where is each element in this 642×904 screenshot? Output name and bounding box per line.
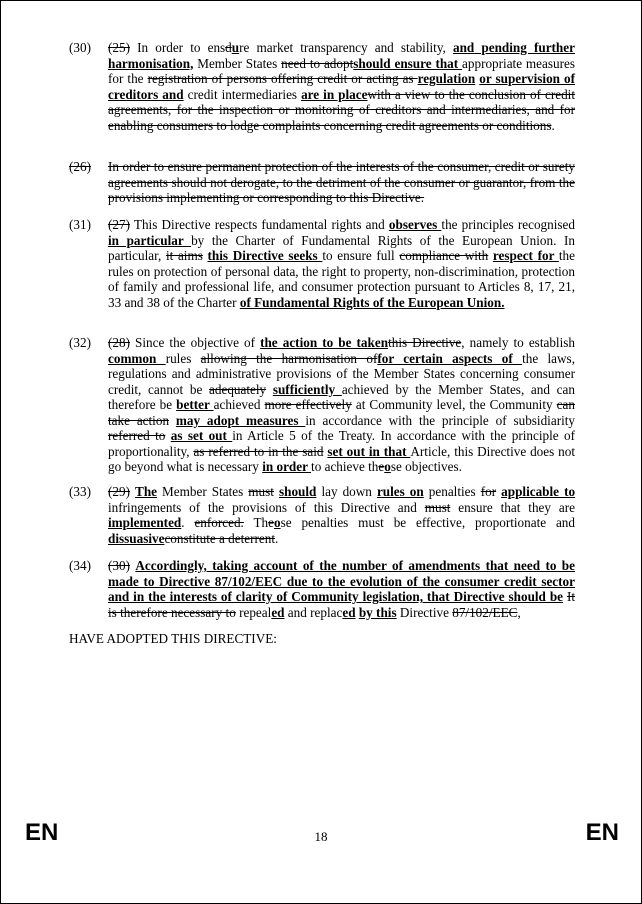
text-run: Directive <box>396 604 453 620</box>
text-run: achieved by the Member States, and can therefore be <box>108 381 575 412</box>
page-number: 18 <box>314 829 328 844</box>
inserted-text: the action to be taken <box>260 335 389 350</box>
text-run: , <box>517 604 521 620</box>
text-run: Member States <box>157 484 249 499</box>
text-run: se penalties must be effective, proportionate and <box>280 515 575 530</box>
deleted-text: allowing the harmonisation of <box>200 350 378 366</box>
inserted-text: in particular <box>108 232 192 248</box>
inserted-text: by this <box>358 604 397 620</box>
deleted-text: (29) <box>108 484 130 499</box>
text-run: repeal <box>235 604 272 620</box>
text-run <box>266 382 273 397</box>
deleted-text: compliance with <box>399 248 489 263</box>
inserted-text: applicable to <box>501 484 576 499</box>
inserted-text: sufficiently <box>272 381 342 397</box>
text-run: This Directive respects fundamental rights and <box>129 217 389 232</box>
text-run <box>169 413 176 428</box>
deleted-text: for <box>480 484 497 499</box>
inserted-text: implemented <box>108 515 182 530</box>
text-run: credit intermediaries <box>183 86 302 102</box>
inserted-text: should <box>279 484 317 499</box>
text-run: penalties <box>423 484 481 499</box>
inserted-text: are in place <box>301 86 368 102</box>
inserted-text: of Fundamental Rights of the European Union. <box>239 294 505 310</box>
inserted-text: The <box>135 484 158 499</box>
text-run: to achieve th <box>311 459 379 474</box>
text-run: In order to ens <box>129 40 226 55</box>
deleted-text: In order to ensure permanent protection of the interests of the consumer, credit or surety agreements should not derogate, to the detriment of the consumer or guarantor, from the provisions implementing or corresponding to this Directive. <box>108 159 575 205</box>
text-run: . <box>275 530 279 546</box>
inserted-text: this Directive seeks <box>207 248 323 263</box>
recital-text <box>108 335 575 475</box>
recital-32 <box>69 335 575 475</box>
text-run: the laws, regulations and administrative provisions of the Member States concerning consumer credit, cannot be <box>108 350 575 397</box>
deleted-text: with a view to the conclusion of credit agreements, for the inspection or monitoring of creditors and intermediaries, and for enabling consumers to lodge complaints concerning credit agreements or conditions <box>108 86 576 133</box>
text-run: in Article 5 of the Treaty. In accordance with the principle of proportionality, <box>108 428 575 459</box>
text-run: Since the objective of <box>129 335 261 350</box>
text-run: infringements of the provisions of this Directive and <box>108 499 425 515</box>
deleted-text: (30) <box>108 558 130 573</box>
inserted-text: respect for <box>492 248 559 263</box>
recital-number: (33) <box>69 484 91 499</box>
adoption-statement: HAVE ADOPTED THIS DIRECTIVE: <box>69 631 277 646</box>
deleted-text: (25) <box>108 40 130 55</box>
text-run: rules <box>165 350 201 366</box>
text-run: . <box>181 515 195 530</box>
deleted-text: adequately <box>209 381 267 397</box>
deleted-text: need to adopt <box>281 55 354 71</box>
deleted-text: (27) <box>108 217 130 232</box>
inserted-text: common <box>108 350 166 366</box>
text-run: Member States <box>193 55 282 71</box>
deleted-text: referred to <box>108 428 166 443</box>
recital-number: (26) <box>69 159 91 174</box>
inserted-text: dissuasive <box>108 530 165 546</box>
inserted-text: o <box>384 459 391 474</box>
recital-number: (30) <box>69 40 91 55</box>
deleted-text: e <box>268 515 274 530</box>
inserted-text: better <box>176 397 214 412</box>
inserted-text: ed <box>342 604 356 620</box>
language-code-right: EN <box>585 819 619 846</box>
recital-33 <box>69 484 575 546</box>
inserted-text: and pending further harmonisation, <box>108 40 575 71</box>
recital-number: (31) <box>69 217 91 232</box>
text-run: by the Charter of Fundamental Rights of the European Union. In particular, <box>108 232 575 263</box>
text-run: se objectives. <box>390 459 462 474</box>
recital-number: (34) <box>69 558 91 573</box>
inserted-text: ed <box>271 604 285 620</box>
inserted-text: or supervision of creditors and <box>108 71 576 102</box>
deleted-text: e <box>378 459 385 474</box>
recital-text <box>108 159 575 206</box>
inserted-text: should ensure that <box>353 55 463 71</box>
deleted-text: must <box>424 499 451 515</box>
text-run: lay down <box>316 484 377 499</box>
language-code-left: EN <box>25 819 59 846</box>
text-run: Th <box>243 515 269 530</box>
recital-text <box>108 217 575 310</box>
deleted-text: (28) <box>108 335 130 350</box>
recital-31 <box>69 217 575 310</box>
recital-26-deleted <box>69 159 575 206</box>
deleted-text: d <box>225 40 232 55</box>
text-run: the rules on protection of personal data, the right to property, non-discrimination, protection of family and professional life, and consumer protection pursuant to Articles 8, 17, 21, 33 and 38 of the Charter <box>108 248 575 310</box>
text-run: the principles recognised <box>441 217 575 232</box>
inserted-text: o <box>274 515 281 530</box>
recital-text <box>108 484 575 546</box>
recital-number: (32) <box>69 335 91 350</box>
inserted-text: as set out <box>170 428 233 443</box>
deleted-text: as referred to in the said <box>193 443 324 459</box>
recital-34 <box>69 558 575 620</box>
inserted-text: set out in that <box>327 443 411 459</box>
recital-30 <box>69 40 575 133</box>
deleted-text: registration of persons offering credit or acting as <box>147 71 418 86</box>
text-run: at Community level, the Community <box>351 397 557 412</box>
recital-text <box>108 40 575 133</box>
text-run: ensure that they are <box>450 499 576 515</box>
text-run: achieved <box>213 397 265 412</box>
deleted-text: it aims <box>165 248 203 263</box>
inserted-text: observes <box>388 217 442 232</box>
recital-text <box>108 558 575 620</box>
deleted-text: must <box>248 484 274 499</box>
inserted-text: u <box>231 40 240 55</box>
deleted-text: constitute a deterrent <box>164 530 276 546</box>
inserted-text: in order <box>262 459 312 474</box>
deleted-text: It is therefore necessary to <box>108 589 575 620</box>
deleted-text: can take action <box>108 397 575 428</box>
text-run: , namely to establish <box>461 335 575 350</box>
inserted-text: Accordingly, taking account of the number of amendments that need to be made to Directive 87/102/EEC due to the evolution of the consumer credit sector and in the interests of clarity of Community legislation, that Directive should be <box>108 558 575 604</box>
inserted-text: for certain aspects of <box>377 350 523 366</box>
text-run: to ensure full <box>322 248 400 263</box>
text-run: . <box>551 117 555 133</box>
text-run: in accordance with the principle of subsidiarity <box>305 412 576 428</box>
text-run: appropriate measures for the <box>108 55 575 86</box>
inserted-text: rules on <box>376 484 424 499</box>
text-run: and replac <box>284 604 343 620</box>
deleted-text: 87/102/EEC <box>452 604 518 620</box>
deleted-text: this Directive <box>388 335 462 350</box>
text-run: re market transparency and stability, <box>239 40 453 55</box>
inserted-text: may adopt measures <box>175 412 306 428</box>
deleted-text: more effectively <box>264 397 352 412</box>
deleted-text: enforced. <box>194 515 244 530</box>
text-run: Article, this Directive does not go beyond what is necessary <box>108 443 576 474</box>
inserted-text: regulation <box>417 71 476 86</box>
